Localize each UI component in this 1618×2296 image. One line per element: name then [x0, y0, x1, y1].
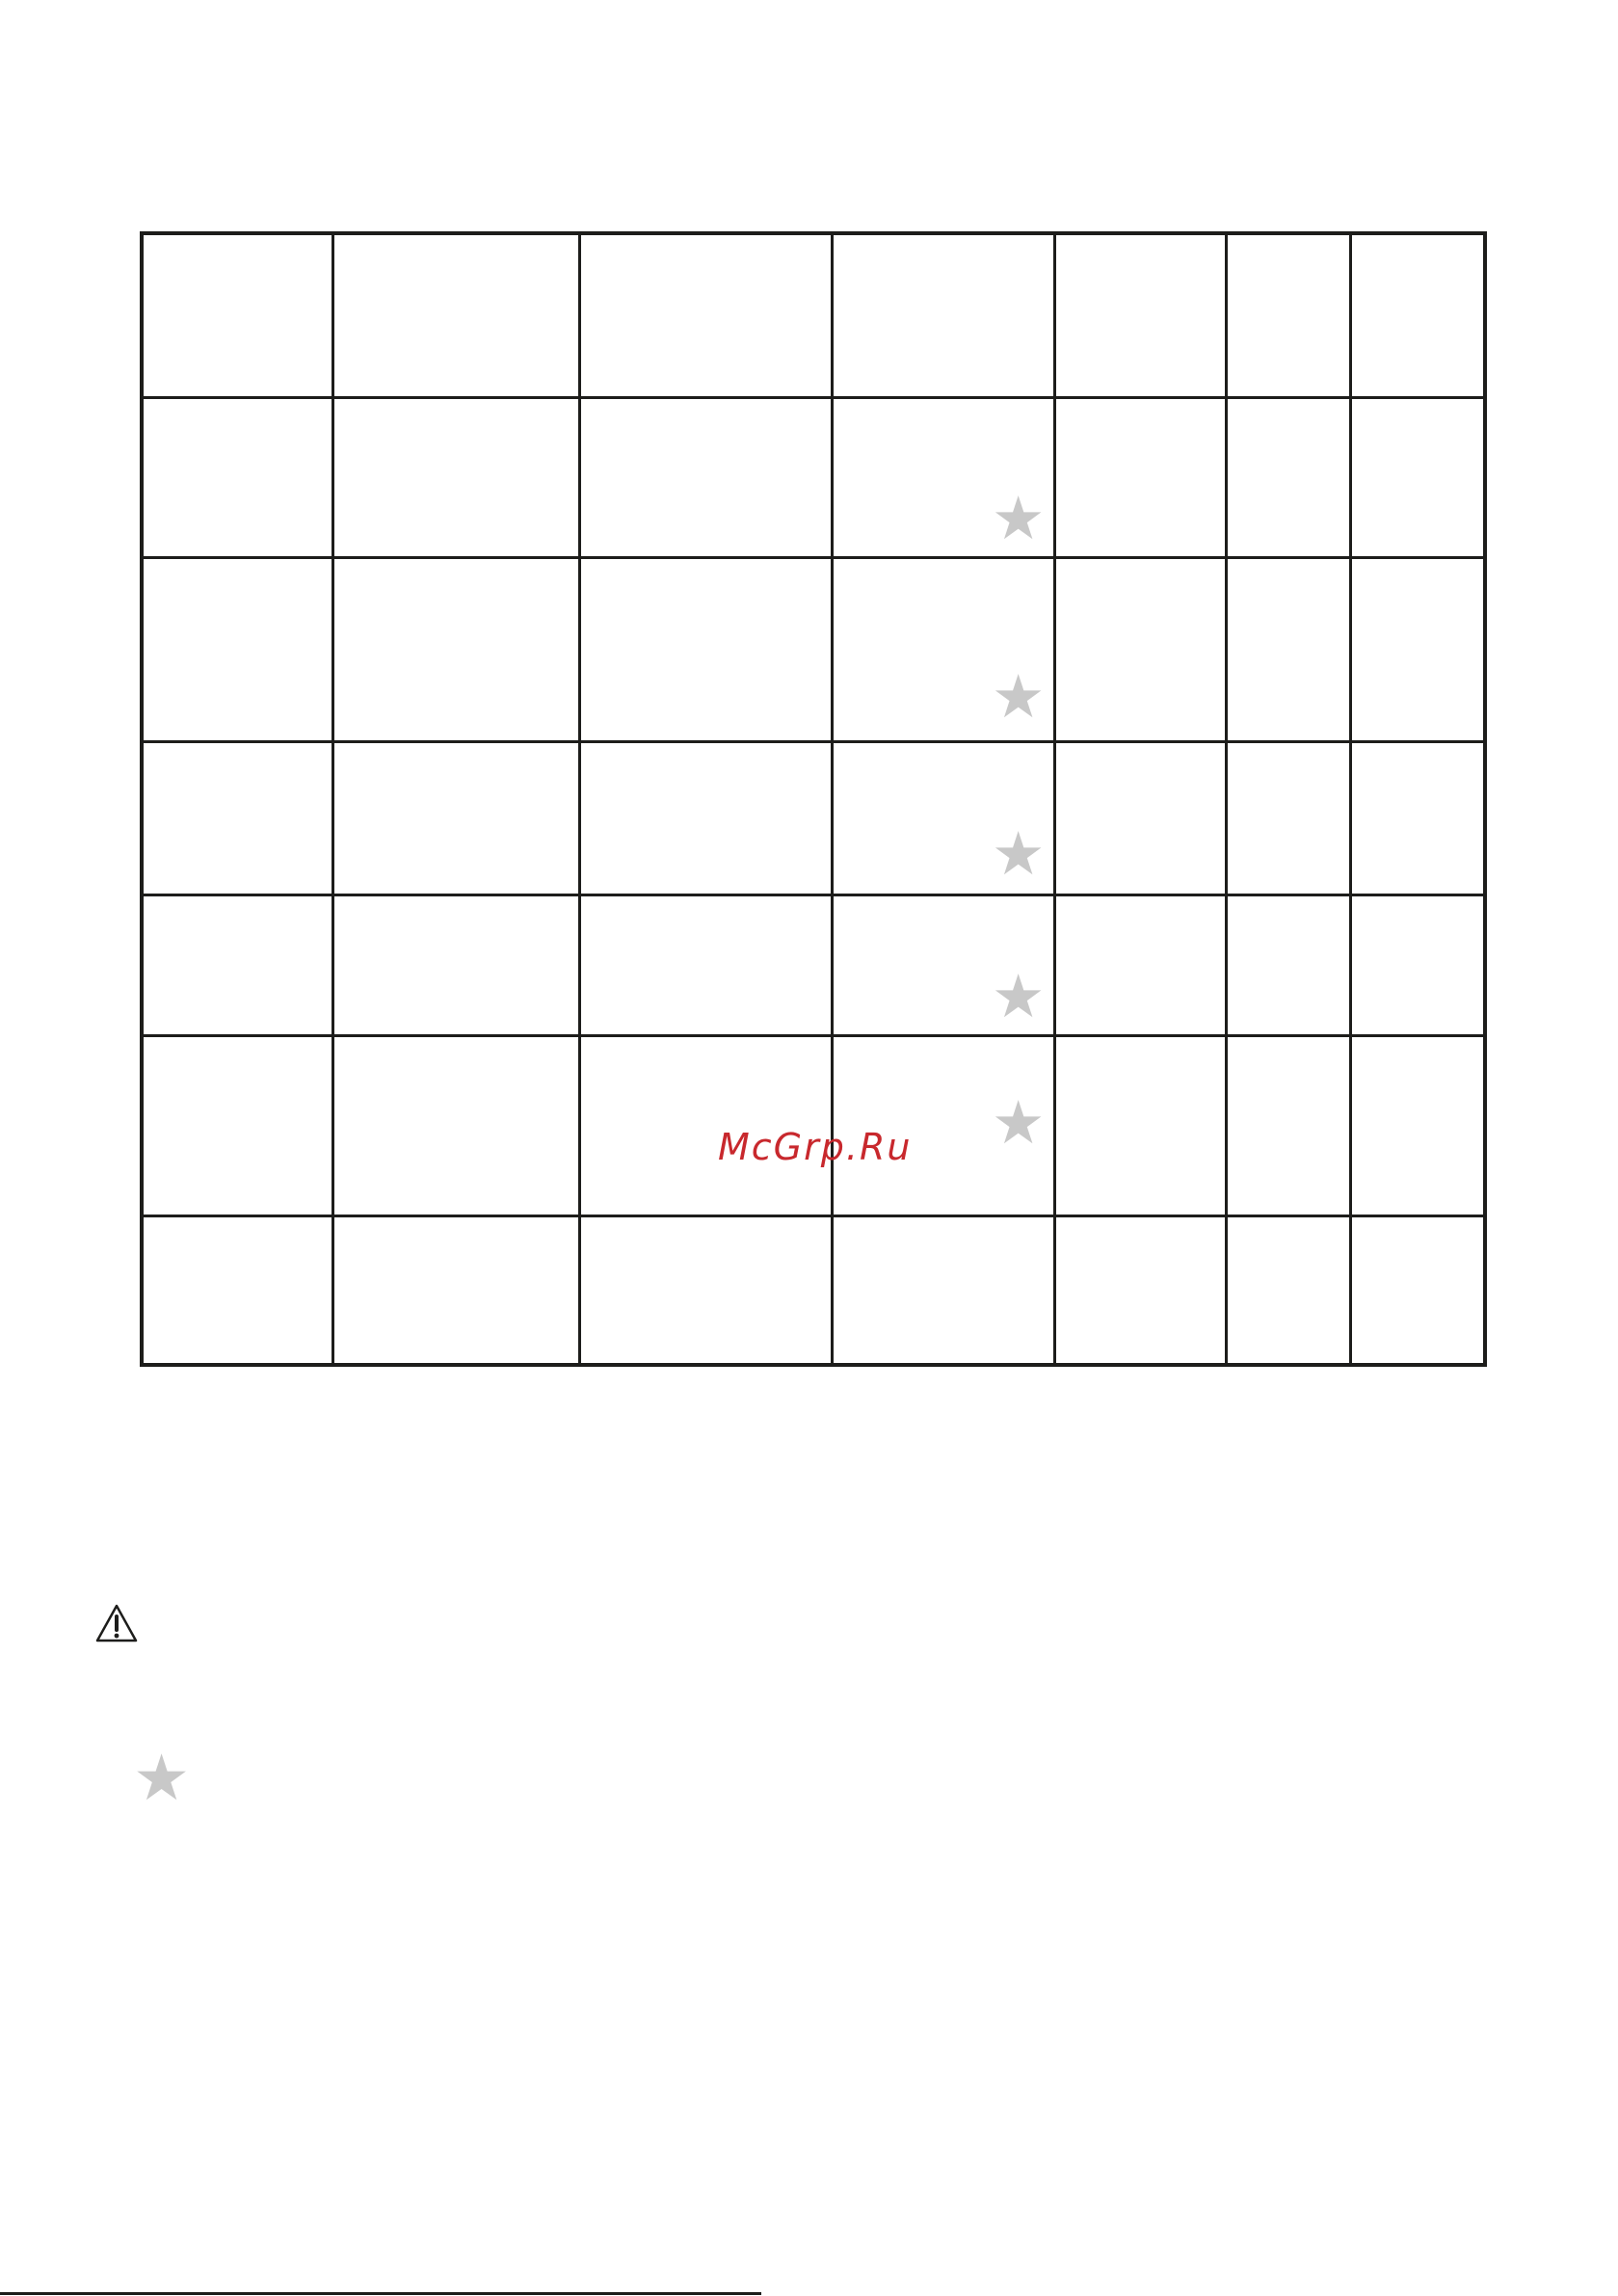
star-icon: ★ — [133, 1741, 191, 1815]
watermark: McGrp.Ru — [718, 1126, 913, 1168]
footer-divider — [0, 2292, 761, 2295]
table-cell — [1350, 233, 1485, 397]
table-cell — [142, 397, 332, 557]
table-row — [142, 557, 1485, 741]
table-cell — [142, 557, 332, 741]
table-row — [142, 1215, 1485, 1365]
table-cell — [832, 894, 1054, 1035]
table-cell — [579, 741, 832, 894]
table-cell — [832, 233, 1054, 397]
table-cell — [142, 894, 332, 1035]
table-cell — [1054, 1215, 1226, 1365]
table-cell — [579, 233, 832, 397]
table-cell — [1350, 894, 1485, 1035]
table-cell — [1226, 741, 1350, 894]
table-cell — [579, 1215, 832, 1365]
table-cell — [332, 1215, 579, 1365]
table-cell — [1054, 397, 1226, 557]
table-cell — [142, 1035, 332, 1215]
table-cell — [579, 894, 832, 1035]
table-cell — [1350, 397, 1485, 557]
table-cell — [142, 233, 332, 397]
table-row — [142, 741, 1485, 894]
table-cell — [1226, 397, 1350, 557]
table-cell — [832, 1215, 1054, 1365]
table-row — [142, 233, 1485, 397]
table-cell — [1226, 233, 1350, 397]
table-cell — [1226, 557, 1350, 741]
table-cell — [1054, 741, 1226, 894]
warning-triangle-icon — [94, 1603, 139, 1643]
table-row — [142, 894, 1485, 1035]
star-icon: ★ — [991, 1086, 1046, 1158]
table-cell — [832, 557, 1054, 741]
star-icon: ★ — [991, 817, 1046, 889]
star-icon: ★ — [991, 960, 1046, 1031]
table-cell — [332, 894, 579, 1035]
table-cell — [832, 741, 1054, 894]
table-cell — [1350, 1215, 1485, 1365]
table-cell — [1054, 557, 1226, 741]
table-cell — [1226, 894, 1350, 1035]
table-cell — [579, 557, 832, 741]
table-cell — [332, 741, 579, 894]
star-icon: ★ — [991, 482, 1046, 553]
table-cell — [1054, 1035, 1226, 1215]
table-cell — [332, 397, 579, 557]
table-cell — [1054, 233, 1226, 397]
table-cell — [832, 397, 1054, 557]
table-cell — [332, 233, 579, 397]
table-cell — [579, 397, 832, 557]
table-cell — [1054, 894, 1226, 1035]
table-cell — [1226, 1215, 1350, 1365]
grid-table — [140, 231, 1487, 1367]
table-cell — [332, 557, 579, 741]
table-cell — [332, 1035, 579, 1215]
table-cell — [1350, 741, 1485, 894]
table-cell — [1350, 1035, 1485, 1215]
table-cell — [1350, 557, 1485, 741]
table-cell — [1226, 1035, 1350, 1215]
star-icon: ★ — [991, 660, 1046, 732]
table-cell — [142, 1215, 332, 1365]
table-cell — [142, 741, 332, 894]
table-row — [142, 397, 1485, 557]
